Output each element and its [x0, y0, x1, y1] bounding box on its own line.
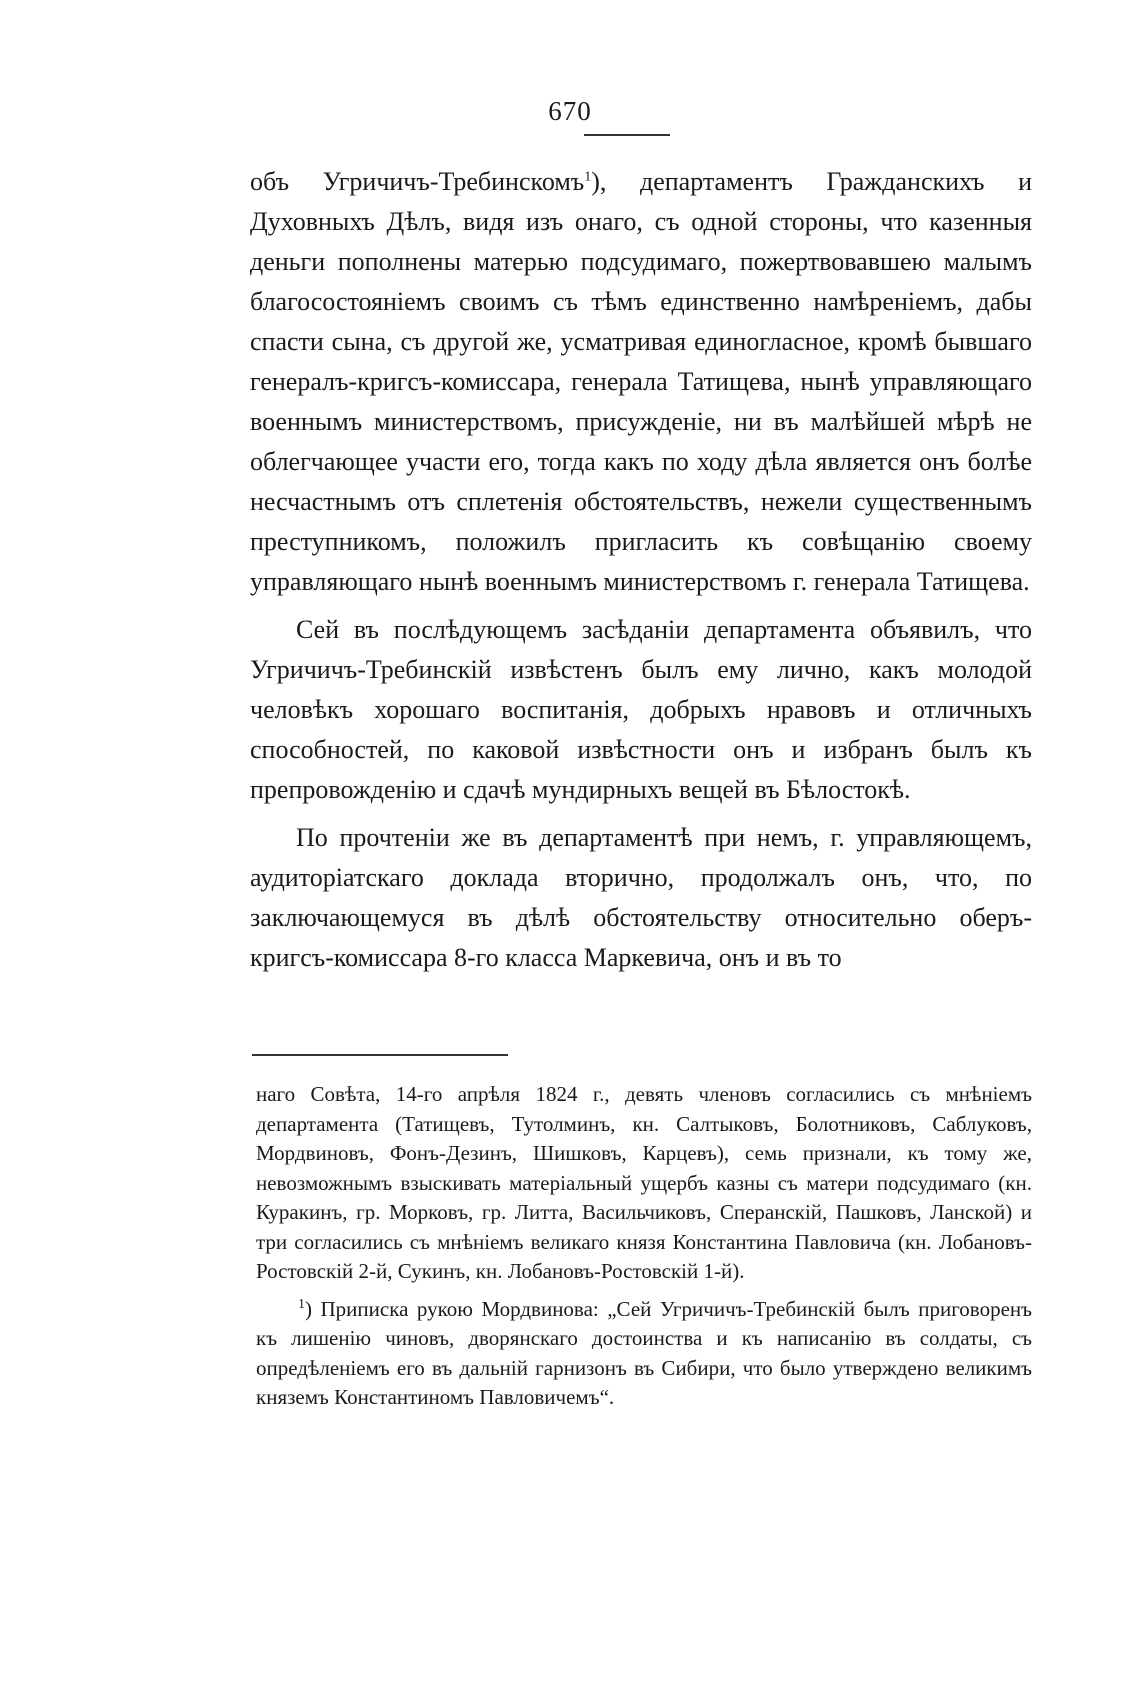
footnote-ref-1: 1 [584, 169, 592, 185]
footnotes [256, 1080, 1032, 1413]
paragraph-1-start: объ Угричичъ-Требинскомъ [250, 167, 585, 196]
paragraph-1 [250, 162, 1032, 602]
paragraph-3: По прочтеніи же въ департаментѣ при немъ, г. управляющемъ, аудиторіатскаго доклада вторично, продолжалъ онъ, что, по заключающемуся въ дѣлѣ обстоятельству относительно оберъ-кригсъ-комиссара 8-го класса Маркевича, онъ и въ то [250, 823, 1032, 972]
main-text [250, 162, 1032, 978]
page-number-rule [584, 134, 670, 136]
paragraph-2: Сей въ послѣдующемъ засѣданіи департамента объявилъ, что Угричичъ-Требинскій извѣстенъ былъ ему лично, какъ молодой человѣкъ хорошаго воспитанія, добрыхъ нравовъ и отличныхъ способностей, по каковой извѣстности онъ и избранъ былъ къ препровожденію и сдачѣ мундирныхъ вещей въ Бѣлостокѣ. [250, 615, 1032, 804]
paragraph-1-rest: ), департаментъ Гражданскихъ и Духовныхъ Дѣлъ, видя изъ онаго, съ одной стороны, что казенныя деньги пополнены матерью подсудимаго, пожертвовавшею малымъ благосостояніемъ своимъ съ тѣмъ единственно намѣреніемъ, дабы спасти сына, съ другой же, усматривая единогласное, кромѣ бывшаго генералъ-кригсъ-комиссара, генерала Татищева, нынѣ управляющаго военнымъ министерствомъ, присужденіе, ни въ малѣйшей мѣрѣ не облегчающее участи его, тогда какъ по ходу дѣла является онъ болѣе несчастнымъ отъ сплетенія обстоятельствъ, нежели существеннымъ преступникомъ, положилъ пригласить къ совѣщанію своему управляющаго нынѣ военнымъ министерствомъ г. генерала Татищева. [250, 167, 1032, 596]
footnote-1 [256, 1295, 1032, 1413]
page-number: 670 [548, 96, 592, 126]
footnote-1-marker: 1 [298, 1296, 305, 1312]
footnote-1-text: ) Приписка рукою Мордвинова: „Сей Угричичъ-Требинскій былъ приговоренъ къ лишенію чиновъ, дворянскаго достоинства и къ написанію въ солдаты, съ опредѣленіемъ его въ дальній гарнизонъ въ Сибири, что было утверждено великимъ княземъ Константиномъ Павловичемъ“. [256, 1296, 1032, 1409]
footnote-continuation: наго Совѣта, 14-го апрѣля 1824 г., девять членовъ согласились съ мнѣніемъ департамента (Татищевъ, Тутолминъ, кн. Салтыковъ, Болотниковъ, Саблуковъ, Мордвиновъ, Фонъ-Дезинъ, Шишковъ, Карцевъ), семь признали, къ тому же, невозможнымъ взыскивать матеріальный ущербъ казны съ матери подсудимаго (кн. Куракинъ, гр. Морковъ, гр. Литта, Васильчиковъ, Сперанскій, Пашковъ, Ланской) и три согласились съ мнѣніемъ великаго князя Константина Павловича (кн. Лобановъ-Ростовскій 2-й, Сукинъ, кн. Лобановъ-Ростовскій 1-й). [256, 1082, 1032, 1283]
footnote-separator [252, 1054, 508, 1056]
